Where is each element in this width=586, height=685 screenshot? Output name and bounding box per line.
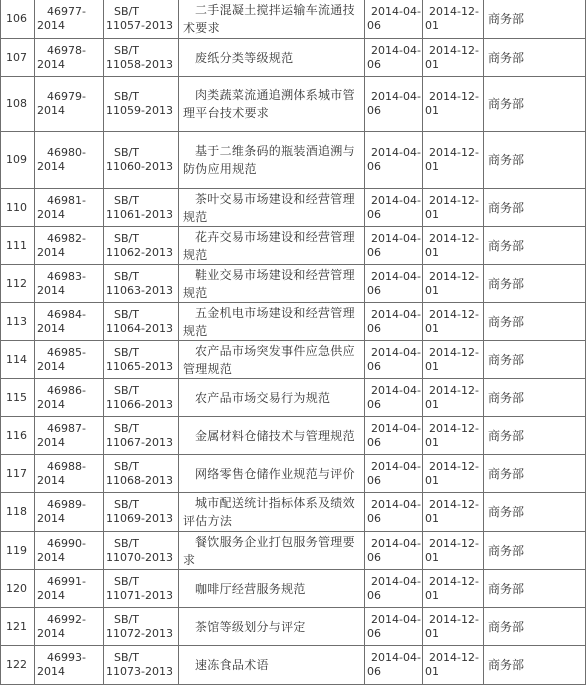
row-number-cell: 111 (1, 227, 35, 265)
table-row (1, 77, 586, 132)
standard-name: 城市配送统计指标体系及绩效评估方法 (183, 496, 355, 528)
row-number-cell: 120 (1, 570, 35, 608)
registration-number-line: 46980- (47, 146, 86, 159)
standard-number-cell (104, 265, 179, 303)
effective-date-cell (423, 132, 484, 189)
registration-number-cell (35, 646, 104, 685)
issue-date-line: 2014-04- (371, 574, 421, 588)
issue-date-line: 2014-04- (371, 146, 421, 159)
registration-number-cell (35, 341, 104, 379)
registration-number-line: 46987- (47, 421, 86, 435)
registration-number-line: 46992- (47, 612, 86, 626)
issue-date-cell (365, 0, 423, 39)
department-cell: 商务部 (484, 227, 586, 265)
registration-number-line: 2014 (37, 283, 65, 297)
table-row (1, 417, 586, 455)
effective-date-line: 01 (425, 473, 439, 487)
standard-number-line: SB/T (114, 498, 139, 511)
standard-number-line: SB/T (114, 269, 139, 283)
issue-date-cell (365, 570, 423, 608)
table-body (1, 0, 586, 685)
registration-number-cell (35, 608, 104, 646)
issue-date-line: 06 (367, 19, 381, 32)
standard-name-cell (179, 77, 365, 132)
effective-date-line: 2014-12- (429, 193, 479, 207)
standard-number-line: SB/T (114, 231, 139, 245)
registration-number-line: 46990- (47, 536, 86, 550)
registration-number-line: 46993- (47, 651, 86, 664)
issue-date-line: 2014-04- (371, 307, 421, 321)
standard-number-line: SB/T (114, 307, 139, 321)
standard-name-cell (179, 132, 365, 189)
issue-date-cell (365, 132, 423, 189)
registration-number-line: 46988- (47, 459, 86, 473)
row-number-cell: 122 (1, 646, 35, 685)
issue-date-line: 2014-04- (371, 383, 421, 397)
effective-date-cell (423, 303, 484, 341)
issue-date-line: 2014-04- (371, 612, 421, 626)
issue-date-line: 06 (367, 512, 381, 525)
standard-name: 网络零售仓储作业规范与评价 (195, 466, 355, 481)
standard-name: 茶馆等级划分与评定 (195, 619, 306, 634)
department-cell: 商务部 (484, 532, 586, 570)
standard-number-cell (104, 608, 179, 646)
registration-number-cell (35, 493, 104, 532)
standard-number-cell (104, 227, 179, 265)
registration-number-line: 2014 (37, 588, 65, 602)
issue-date-cell (365, 493, 423, 532)
standard-name-cell (179, 455, 365, 493)
issue-date-line: 06 (367, 359, 381, 373)
issue-date-line: 06 (367, 57, 381, 71)
registration-number-line: 46982- (47, 231, 86, 245)
effective-date-cell (423, 646, 484, 685)
standard-name-cell (179, 0, 365, 39)
effective-date-line: 01 (425, 283, 439, 297)
table-row (1, 379, 586, 417)
registration-number-cell (35, 189, 104, 227)
registration-number-cell (35, 379, 104, 417)
standard-name: 五金机电市场建设和经营管理规范 (183, 305, 355, 338)
effective-date-cell (423, 455, 484, 493)
standard-name: 金属材料仓储技术与管理规范 (195, 428, 355, 443)
standard-name-cell (179, 189, 365, 227)
standard-number-cell (104, 493, 179, 532)
standard-number-cell (104, 39, 179, 77)
department-cell: 商务部 (484, 646, 586, 685)
department-cell: 商务部 (484, 39, 586, 77)
registration-number-line: 46985- (47, 345, 86, 359)
standard-number-line: 11072-2013 (106, 626, 173, 640)
standard-number-line: SB/T (114, 459, 139, 473)
issue-date-cell (365, 77, 423, 132)
standard-number-cell (104, 303, 179, 341)
table-row (1, 227, 586, 265)
effective-date-cell (423, 417, 484, 455)
issue-date-cell (365, 189, 423, 227)
row-number-cell: 109 (1, 132, 35, 189)
standard-number-line: SB/T (114, 345, 139, 359)
effective-date-line: 01 (425, 104, 439, 117)
issue-date-cell (365, 379, 423, 417)
issue-date-line: 2014-04- (371, 498, 421, 511)
effective-date-line: 01 (425, 550, 439, 564)
row-number-cell: 121 (1, 608, 35, 646)
standard-name: 农产品市场交易行为规范 (195, 390, 331, 405)
issue-date-line: 2014-04- (371, 459, 421, 473)
standard-number-line: 11073-2013 (106, 665, 173, 678)
department-cell: 商务部 (484, 0, 586, 39)
effective-date-line: 2014-12- (429, 269, 479, 283)
table-row (1, 341, 586, 379)
effective-date-line: 01 (425, 245, 439, 259)
effective-date-line: 01 (425, 435, 439, 449)
effective-date-cell (423, 77, 484, 132)
standard-number-line: 11066-2013 (106, 397, 173, 411)
row-number-cell: 108 (1, 77, 35, 132)
issue-date-line: 2014-04- (371, 193, 421, 207)
standard-number-cell (104, 0, 179, 39)
department-cell: 商务部 (484, 341, 586, 379)
issue-date-cell (365, 646, 423, 685)
registration-number-line: 2014 (37, 321, 65, 335)
standard-number-line: SB/T (114, 574, 139, 588)
standard-name-cell (179, 608, 365, 646)
standard-name: 花卉交易市场建设和经营管理规范 (183, 229, 355, 262)
table-row (1, 265, 586, 303)
department-cell: 商务部 (484, 455, 586, 493)
effective-date-line: 2014-12- (429, 43, 479, 57)
effective-date-line: 2014-12- (429, 307, 479, 321)
standard-number-cell (104, 646, 179, 685)
issue-date-line: 06 (367, 397, 381, 411)
standard-number-cell (104, 77, 179, 132)
row-number-cell: 110 (1, 189, 35, 227)
issue-date-line: 2014-04- (371, 421, 421, 435)
effective-date-line: 2014-12- (429, 5, 479, 18)
row-number-cell: 106 (1, 0, 35, 39)
department-cell: 商务部 (484, 265, 586, 303)
row-number-cell: 114 (1, 341, 35, 379)
standard-name-cell (179, 646, 365, 685)
effective-date-cell (423, 0, 484, 39)
registration-number-line: 46981- (47, 193, 86, 207)
table-row (1, 455, 586, 493)
effective-date-cell (423, 532, 484, 570)
issue-date-line: 2014-04- (371, 651, 421, 664)
registration-number-line: 2014 (37, 550, 65, 564)
standard-number-line: 11067-2013 (106, 435, 173, 449)
registration-number-line: 2014 (37, 207, 65, 221)
effective-date-line: 2014-12- (429, 146, 479, 159)
registration-number-line: 2014 (37, 245, 65, 259)
effective-date-cell (423, 570, 484, 608)
issue-date-cell (365, 608, 423, 646)
registration-number-line: 2014 (37, 19, 65, 32)
effective-date-cell (423, 265, 484, 303)
standard-name: 农产品市场突发事件应急供应管理规范 (183, 343, 355, 376)
standard-number-line: 11061-2013 (106, 207, 173, 221)
standard-number-line: SB/T (114, 43, 139, 57)
table-row (1, 570, 586, 608)
issue-date-line: 2014-04- (371, 345, 421, 359)
row-number-cell: 107 (1, 39, 35, 77)
standard-name: 茶叶交易市场建设和经营管理规范 (183, 191, 355, 224)
row-number-cell: 112 (1, 265, 35, 303)
issue-date-cell (365, 532, 423, 570)
issue-date-line: 06 (367, 473, 381, 487)
department-cell: 商务部 (484, 303, 586, 341)
standard-number-line: 11060-2013 (106, 160, 173, 173)
registration-number-line: 2014 (37, 160, 65, 173)
effective-date-line: 01 (425, 397, 439, 411)
department-cell: 商务部 (484, 417, 586, 455)
standard-number-cell (104, 132, 179, 189)
table-row (1, 189, 586, 227)
effective-date-line: 01 (425, 19, 439, 32)
effective-date-line: 01 (425, 207, 439, 221)
standard-number-line: SB/T (114, 612, 139, 626)
effective-date-cell (423, 379, 484, 417)
department-cell: 商务部 (484, 379, 586, 417)
standard-name-cell (179, 493, 365, 532)
issue-date-line: 06 (367, 321, 381, 335)
registration-number-line: 2014 (37, 359, 65, 373)
department-cell: 商务部 (484, 608, 586, 646)
standard-number-cell (104, 341, 179, 379)
table-row (1, 493, 586, 532)
table-row (1, 39, 586, 77)
standard-number-line: SB/T (114, 146, 139, 159)
standard-name-cell (179, 341, 365, 379)
registration-number-cell (35, 227, 104, 265)
issue-date-line: 06 (367, 588, 381, 602)
issue-date-cell (365, 39, 423, 77)
standard-number-cell (104, 189, 179, 227)
effective-date-cell (423, 493, 484, 532)
effective-date-line: 01 (425, 359, 439, 373)
standard-name: 速冻食品术语 (195, 658, 269, 672)
registration-number-line: 46989- (47, 498, 86, 511)
standard-name-cell (179, 303, 365, 341)
standard-number-cell (104, 455, 179, 493)
standard-number-line: SB/T (114, 651, 139, 664)
issue-date-line: 06 (367, 245, 381, 259)
effective-date-line: 2014-12- (429, 90, 479, 103)
table-row (1, 303, 586, 341)
registration-number-cell (35, 303, 104, 341)
issue-date-line: 2014-04- (371, 536, 421, 550)
department-cell: 商务部 (484, 493, 586, 532)
effective-date-line: 2014-12- (429, 498, 479, 511)
standard-number-line: SB/T (114, 536, 139, 550)
standard-number-cell (104, 532, 179, 570)
effective-date-line: 2014-12- (429, 536, 479, 550)
table-row (1, 646, 586, 685)
standard-name: 二手混凝土搅拌运输车流通技术要求 (183, 3, 355, 35)
registration-number-cell (35, 39, 104, 77)
effective-date-cell (423, 227, 484, 265)
effective-date-line: 2014-12- (429, 459, 479, 473)
registration-number-cell (35, 532, 104, 570)
issue-date-line: 06 (367, 160, 381, 173)
issue-date-line: 2014-04- (371, 90, 421, 103)
standard-name-cell (179, 227, 365, 265)
standard-name: 基于二维条码的瓶装酒追溯与防伪应用规范 (183, 144, 355, 176)
standard-name-cell (179, 532, 365, 570)
standard-name: 废纸分类等级规范 (195, 50, 294, 65)
registration-number-line: 46991- (47, 574, 86, 588)
department-cell: 商务部 (484, 189, 586, 227)
table-row (1, 0, 586, 39)
effective-date-line: 2014-12- (429, 612, 479, 626)
standard-number-line: 11059-2013 (106, 104, 173, 117)
row-number-cell: 113 (1, 303, 35, 341)
issue-date-line: 06 (367, 104, 381, 117)
issue-date-line: 2014-04- (371, 231, 421, 245)
effective-date-line: 2014-12- (429, 651, 479, 664)
issue-date-cell (365, 265, 423, 303)
row-number-cell: 116 (1, 417, 35, 455)
row-number-cell: 117 (1, 455, 35, 493)
registration-number-cell (35, 265, 104, 303)
registration-number-cell (35, 570, 104, 608)
standard-number-line: 11057-2013 (106, 19, 173, 32)
effective-date-line: 01 (425, 665, 439, 678)
department-cell: 商务部 (484, 132, 586, 189)
registration-number-cell (35, 455, 104, 493)
registration-number-line: 2014 (37, 435, 65, 449)
table-row (1, 608, 586, 646)
standard-number-line: SB/T (114, 5, 139, 18)
effective-date-line: 01 (425, 512, 439, 525)
issue-date-line: 2014-04- (371, 43, 421, 57)
effective-date-line: 2014-12- (429, 345, 479, 359)
standard-number-line: 11070-2013 (106, 550, 173, 564)
issue-date-cell (365, 417, 423, 455)
standard-name: 肉类蔬菜流通追溯体系城市管理平台技术要求 (183, 88, 355, 120)
effective-date-cell (423, 608, 484, 646)
registration-number-cell (35, 77, 104, 132)
standard-name: 咖啡厅经营服务规范 (195, 581, 306, 596)
effective-date-cell (423, 341, 484, 379)
registration-number-line: 46986- (47, 383, 86, 397)
row-number-cell: 119 (1, 532, 35, 570)
standard-number-line: 11064-2013 (106, 321, 173, 335)
standard-number-line: 11071-2013 (106, 588, 173, 602)
registration-number-line: 46979- (47, 90, 86, 103)
standard-number-cell (104, 570, 179, 608)
effective-date-line: 01 (425, 321, 439, 335)
issue-date-line: 06 (367, 550, 381, 564)
effective-date-line: 2014-12- (429, 383, 479, 397)
issue-date-cell (365, 455, 423, 493)
effective-date-line: 01 (425, 57, 439, 71)
registration-number-line: 2014 (37, 57, 65, 71)
table-row (1, 532, 586, 570)
registration-number-line: 46984- (47, 307, 86, 321)
department-cell: 商务部 (484, 570, 586, 608)
registration-number-line: 46977- (47, 5, 86, 18)
registration-number-line: 2014 (37, 104, 65, 117)
row-number-cell: 115 (1, 379, 35, 417)
effective-date-line: 2014-12- (429, 231, 479, 245)
effective-date-line: 01 (425, 588, 439, 602)
standard-name: 鞋业交易市场建设和经营管理规范 (183, 267, 355, 300)
standard-name-cell (179, 417, 365, 455)
registration-number-cell (35, 132, 104, 189)
standard-number-line: 11069-2013 (106, 512, 173, 525)
registration-number-cell (35, 0, 104, 39)
row-number-cell: 118 (1, 493, 35, 532)
effective-date-line: 2014-12- (429, 421, 479, 435)
standard-number-line: SB/T (114, 193, 139, 207)
effective-date-line: 01 (425, 160, 439, 173)
effective-date-line: 2014-12- (429, 574, 479, 588)
registration-number-line: 2014 (37, 473, 65, 487)
issue-date-line: 06 (367, 207, 381, 221)
issue-date-line: 06 (367, 283, 381, 297)
standard-number-cell (104, 417, 179, 455)
registration-number-cell (35, 417, 104, 455)
registration-number-line: 2014 (37, 626, 65, 640)
registration-number-line: 2014 (37, 665, 65, 678)
registration-number-line: 2014 (37, 397, 65, 411)
standard-number-line: SB/T (114, 90, 139, 103)
issue-date-line: 2014-04- (371, 269, 421, 283)
standard-number-line: 11063-2013 (106, 283, 173, 297)
issue-date-line: 2014-04- (371, 5, 421, 18)
standard-number-line: SB/T (114, 383, 139, 397)
standard-number-line: 11068-2013 (106, 473, 173, 487)
registration-number-line: 2014 (37, 512, 65, 525)
standard-name-cell (179, 265, 365, 303)
standard-number-line: 11058-2013 (106, 57, 173, 71)
standard-number-line: 11065-2013 (106, 359, 173, 373)
issue-date-line: 06 (367, 626, 381, 640)
standard-number-line: 11062-2013 (106, 245, 173, 259)
effective-date-line: 01 (425, 626, 439, 640)
registration-number-line: 46983- (47, 269, 86, 283)
issue-date-cell (365, 341, 423, 379)
issue-date-cell (365, 227, 423, 265)
issue-date-line: 06 (367, 435, 381, 449)
issue-date-cell (365, 303, 423, 341)
issue-date-line: 06 (367, 665, 381, 678)
table-row (1, 132, 586, 189)
effective-date-cell (423, 39, 484, 77)
effective-date-cell (423, 189, 484, 227)
department-cell: 商务部 (484, 77, 586, 132)
standard-number-cell (104, 379, 179, 417)
registration-number-line: 46978- (47, 43, 86, 57)
standard-number-line: SB/T (114, 421, 139, 435)
standard-name-cell (179, 379, 365, 417)
standard-name-cell (179, 570, 365, 608)
standard-name-cell (179, 39, 365, 77)
standard-name: 餐饮服务企业打包服务管理要求 (183, 534, 355, 567)
